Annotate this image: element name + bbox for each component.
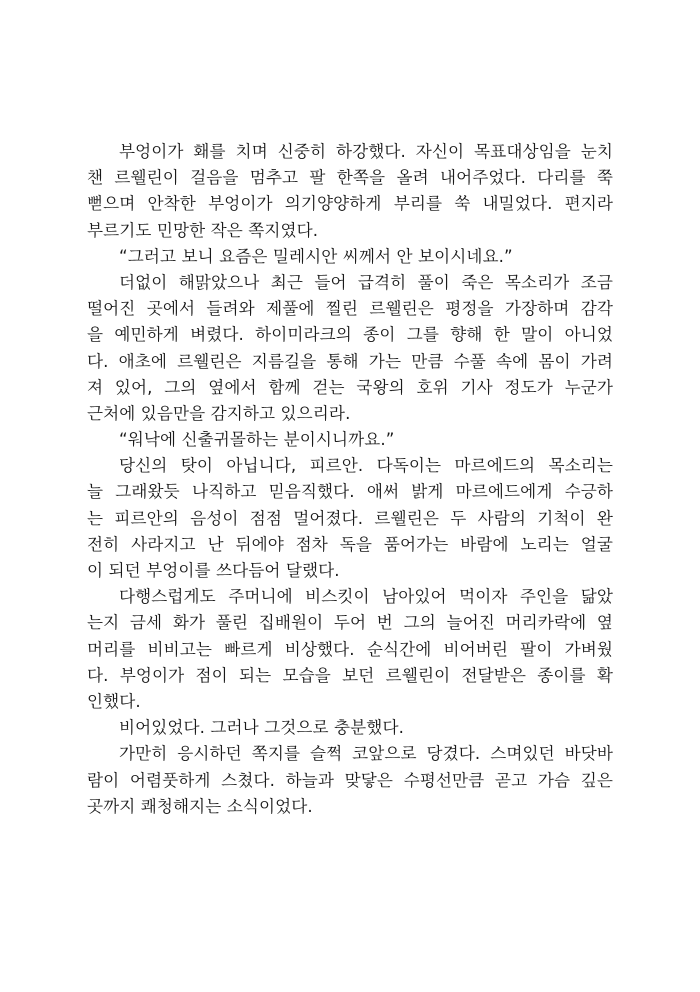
text-line: “워낙에 신출귀몰하는 분이시니까요.” [119, 430, 395, 450]
text-line: 떨어진 곳에서 들려와 제풀에 찔린 르웰린은 평정을 가장하며 감각 [87, 299, 613, 319]
text-line: “그러고 보니 요즘은 밀레시안 씨께서 안 보이시네요.” [119, 246, 513, 266]
text-line: 부르기도 민망한 작은 쪽지였다. [87, 220, 319, 240]
text-line: 더없이 해맑았으나 최근 들어 급격히 풀이 죽은 목소리가 조금 [119, 272, 613, 292]
text-line: 인했다. [87, 691, 141, 711]
body-text [87, 139, 613, 820]
text-line: 가만히 응시하던 쪽지를 슬쩍 코앞으로 당겼다. 스며있던 바닷바 [119, 744, 613, 764]
text-line: 을 예민하게 벼렸다. 하이미라크의 종이 그를 향해 한 말이 아니었 [87, 325, 613, 345]
text-line: 당신의 탓이 아닙니다, 피르안. 다독이는 마르에드의 목소리는 [119, 456, 613, 476]
text-line: 뻗으며 안착한 부엉이가 의기양양하게 부리를 쑥 내밀었다. 편지라 [87, 194, 613, 214]
text-line: 근처에 있음만을 감지하고 있으리라. [87, 403, 351, 423]
text-line: 다. 애초에 르웰린은 지름길을 통해 가는 만큼 수풀 속에 몸이 가려 [87, 351, 613, 371]
text-line: 챈 르웰린이 걸음을 멈추고 팔 한쪽을 올려 내어주었다. 다리를 쭉 [87, 168, 613, 188]
text-line: 다. 부엉이가 점이 되는 모습을 보던 르웰린이 전달받은 종이를 확 [87, 665, 613, 685]
text-line: 져 있어, 그의 옆에서 함께 걷는 국왕의 호위 기사 정도가 누군가 [87, 377, 613, 397]
text-line: 늘 그래왔듯 나직하고 믿음직했다. 애써 밝게 마르에드에게 수긍하 [87, 482, 613, 502]
text-line: 람이 어렴풋하게 스쳤다. 하늘과 맞닿은 수평선만큼 곧고 가슴 깊은 [87, 770, 613, 790]
text-line: 곳까지 쾌청해지는 소식이었다. [87, 796, 313, 816]
text-line: 비어있었다. 그러나 그것으로 충분했다. [119, 718, 404, 738]
text-line: 부엉이가 홰를 치며 신중히 하강했다. 자신이 목표대상임을 눈치 [119, 142, 613, 161]
text-line: 는지 금세 화가 풀린 집배원이 두어 번 그의 늘어진 머리카락에 옆 [87, 613, 613, 633]
text-line: 전히 사라지고 난 뒤에야 점차 독을 품어가는 바람에 노리는 얼굴 [87, 534, 613, 554]
text-line: 다행스럽게도 주머니에 비스킷이 남아있어 먹이자 주인을 닮았 [119, 587, 613, 607]
text-line: 머리를 비비고는 빠르게 비상했다. 순식간에 비어버린 팔이 가벼웠 [87, 639, 613, 659]
text-line: 는 피르안의 음성이 점점 멀어졌다. 르웰린은 두 사람의 기척이 완 [87, 508, 613, 528]
text-line: 이 되던 부엉이를 쓰다듬어 달랬다. [87, 561, 340, 580]
